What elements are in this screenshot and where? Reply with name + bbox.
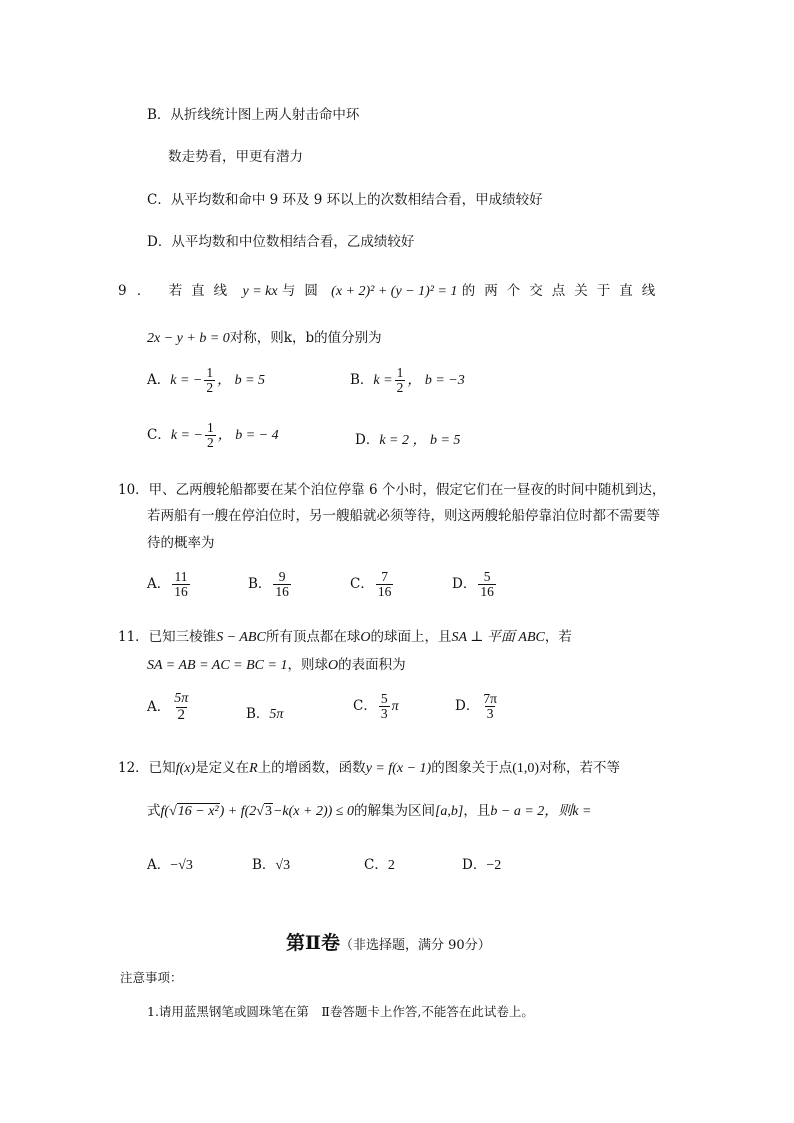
- q12-option-d: [462, 853, 501, 874]
- q12-eq1: y = f(x − 1): [365, 761, 432, 776]
- q10-stem-line3: 待的概率为: [147, 535, 215, 551]
- q11-stem-line2: [147, 653, 406, 674]
- q9-option-b-label: B．: [350, 372, 374, 389]
- q12-pre: 12．已知: [118, 760, 176, 776]
- q11-option-d-frac: [481, 692, 499, 721]
- q8-option-b-line2: 数走势看，甲更有潜力: [168, 149, 303, 165]
- q12-stem-line1: [118, 756, 620, 777]
- q9-option-a: [147, 366, 265, 395]
- q12-option-d-text: −2: [486, 858, 502, 873]
- q9-option-c-pre: k = −: [170, 428, 203, 444]
- q9-option-a-post: ， b = 5: [217, 373, 266, 389]
- section-subtitle: （非选择题，满分 90分）: [340, 938, 491, 953]
- q11-option-b-label: B．: [246, 706, 270, 722]
- q11-option-b-text: 5π: [269, 707, 284, 722]
- q9-option-b-pre: k =: [373, 373, 393, 389]
- q11-mid1: 所有顶点都在球: [265, 629, 361, 645]
- q10-option-a: [147, 570, 192, 599]
- q10-option-c-den: 16: [377, 584, 392, 600]
- q11-eq2: SA ⊥ 平面 ABC: [451, 630, 545, 645]
- q12-line2-mid: 的解集为区间: [353, 803, 435, 819]
- q9-option-b-post: ， b = −3: [407, 373, 465, 389]
- q11-option-c-label: C．: [353, 698, 377, 715]
- q12-stem-line2: [147, 799, 591, 820]
- q11-option-a-frac: [172, 692, 190, 723]
- q12-ineq-b: ) + f(2: [219, 804, 257, 819]
- q10-option-b-frac: [273, 570, 291, 599]
- q9-option-a-pre: k = −: [170, 373, 203, 389]
- q9-stem-line2: [147, 326, 382, 347]
- q12-line2-pre: 式: [147, 803, 161, 819]
- q11-option-c-num: 5: [380, 691, 388, 706]
- q12-option-c-label: C．: [364, 857, 388, 873]
- q11-option-d-label: D．: [455, 698, 480, 715]
- q9-option-b-den: 2: [396, 380, 404, 396]
- q11-option-d: [455, 692, 501, 721]
- q10-option-a-num: 11: [174, 569, 188, 584]
- q9-text4: 对称，则k，b的值分别为: [229, 330, 382, 346]
- q9-option-c-num: 1: [206, 420, 214, 435]
- q10-option-b-num: 9: [278, 569, 286, 584]
- q9-option-c-frac: [205, 421, 216, 450]
- q11-mid2: 的球面上，且: [370, 629, 452, 645]
- q10-option-d-label: D．: [452, 576, 477, 593]
- q9-option-d: [355, 428, 460, 449]
- q12-sqrt1-wrap: √16 − x²: [169, 804, 219, 819]
- q12-sqrt2-wrap: √3: [256, 804, 272, 819]
- q8-option-d: D．从平均数和中位数相结合看，乙成绩较好: [147, 234, 415, 250]
- q10-option-d-den: 16: [480, 584, 494, 600]
- q10-option-c: [350, 570, 395, 599]
- q8-option-c: C．从平均数和命中 9 环及 9 环以上的次数相结合看，甲成绩较好: [147, 192, 543, 208]
- q11-o1: O: [360, 630, 371, 645]
- q10-stem-line1: 10．甲、乙两艘轮船都要在某个泊位停靠 6 个小时，假定它们在一昼夜的时间中随机到达，: [118, 482, 666, 498]
- q11-option-c: [353, 692, 399, 721]
- q12-option-c: [364, 853, 395, 874]
- q10-option-b-den: 16: [275, 584, 289, 600]
- q12-option-b-label: B．: [252, 857, 276, 873]
- q9-number: 9: [118, 283, 127, 299]
- q12-sqrt2: 3: [264, 804, 272, 819]
- q11-option-c-den: 3: [380, 706, 388, 722]
- q9-option-b: [350, 366, 465, 395]
- q10-option-d-num: 5: [483, 569, 491, 584]
- q11-line2-end: 的表面积为: [338, 657, 406, 673]
- q9-option-c-post: ， b = − 4: [217, 428, 279, 444]
- q12-mid3: 的图象关于点: [431, 760, 513, 776]
- q11-option-c-post: π: [391, 699, 399, 715]
- q11-option-a: [147, 692, 192, 723]
- q12-option-b-text: √3: [275, 858, 291, 873]
- q12-R: R: [249, 761, 258, 776]
- q11-option-b: [246, 702, 283, 723]
- q10-option-d: [452, 570, 498, 599]
- section-title: [286, 928, 491, 955]
- q9-eq2: (x + 2)² + (y − 1)² = 1: [331, 284, 458, 299]
- q11-eq3: SA = AB = AC = BC = 1: [147, 658, 288, 673]
- q9-option-a-frac: [204, 366, 215, 395]
- q11-option-a-den: 2: [177, 706, 185, 723]
- q9-text1: 若直线: [168, 283, 237, 299]
- q9-option-d-label: D．: [355, 432, 380, 448]
- q12-option-d-label: D．: [462, 857, 487, 873]
- notes-heading: 注意事项：: [120, 970, 183, 985]
- q10-option-b: [248, 570, 293, 599]
- q10-option-d-frac: [478, 570, 496, 599]
- q10-option-b-label: B．: [248, 576, 272, 593]
- q9-eq3: 2x − y + b = 0: [147, 331, 230, 346]
- q8-option-b-line1: B．从折线统计图上两人射击命中环: [147, 107, 360, 123]
- q12-interval: [a,b]: [434, 804, 464, 819]
- q9-option-c: [147, 421, 279, 450]
- q9-option-a-den: 2: [206, 380, 214, 396]
- q10-option-a-frac: [172, 570, 190, 599]
- q9-option-c-den: 2: [206, 435, 214, 451]
- q9-text2: 与圆: [281, 283, 327, 299]
- q12-ineq-c: −k(x + 2)) ≤ 0: [272, 804, 354, 819]
- q12-post: 对称，若不等: [539, 760, 621, 776]
- q11-o2: O: [327, 658, 339, 673]
- q9-option-d-text: k = 2 ， b = 5: [379, 433, 461, 448]
- q9-option-a-num: 1: [206, 365, 214, 380]
- q11-option-a-num: 5π: [174, 691, 189, 706]
- q12-line2-end: ，则k =: [544, 804, 592, 819]
- q11-option-d-den: 3: [486, 706, 494, 722]
- q10-option-c-num: 7: [381, 569, 388, 584]
- q9-stem-line1: [118, 279, 664, 300]
- q12-fx: f(x): [175, 761, 196, 776]
- q12-condition: b − a = 2: [490, 804, 545, 819]
- q12-option-b: [252, 853, 290, 874]
- q10-stem-line2: 若两船有一艘在停泊位时，另一艘船就必须等待，则这两艘轮船停靠泊位时都不需要等: [147, 508, 660, 524]
- q9-option-b-frac: [395, 366, 406, 395]
- q9-option-b-num: 1: [396, 365, 404, 380]
- q12-ineq-a: f(: [160, 804, 170, 819]
- q12-option-c-text: 2: [387, 858, 395, 873]
- section-title-main: 第Ⅱ卷: [286, 932, 341, 954]
- q11-eq1: S − ABC: [216, 630, 266, 645]
- q10-option-a-den: 16: [174, 584, 188, 600]
- q11-post: ，若: [544, 629, 572, 645]
- q12-mid1: 是定义在: [195, 760, 250, 776]
- q11-option-a-label: A．: [147, 699, 171, 716]
- note-1: 1.请用蓝黑钢笔或圆珠笔在第 Ⅱ卷答题卡上作答,不能答在此试卷上。: [147, 1004, 534, 1019]
- q12-option-a: [147, 853, 193, 874]
- q12-option-a-text: −√3: [170, 858, 193, 873]
- q10-option-c-label: C．: [350, 576, 374, 593]
- q12-option-a-label: A．: [147, 857, 171, 873]
- q11-line2-post: ，则球: [287, 657, 328, 673]
- q11-option-d-num: 7π: [483, 691, 497, 706]
- q10-option-c-frac: [376, 570, 394, 599]
- q12-line2-mid2: ，且: [463, 803, 491, 819]
- q10-option-a-label: A．: [147, 576, 171, 593]
- q9-option-a-label: A．: [147, 372, 171, 389]
- q9-text3: 的两个交点关于直线: [461, 283, 665, 299]
- q12-mid2: 上的增函数，函数: [257, 760, 366, 776]
- q9-dot: ．: [136, 283, 151, 299]
- q9-eq1: y = kx: [242, 284, 278, 299]
- q11-option-c-frac: [379, 692, 390, 721]
- q12-sqrt1: 16 − x²: [177, 804, 219, 819]
- q12-point: (1,0): [512, 761, 540, 776]
- q9-option-c-label: C．: [147, 427, 171, 444]
- q11-stem-line1: [118, 625, 572, 646]
- q11-pre: 11．已知三棱锥: [118, 629, 217, 645]
